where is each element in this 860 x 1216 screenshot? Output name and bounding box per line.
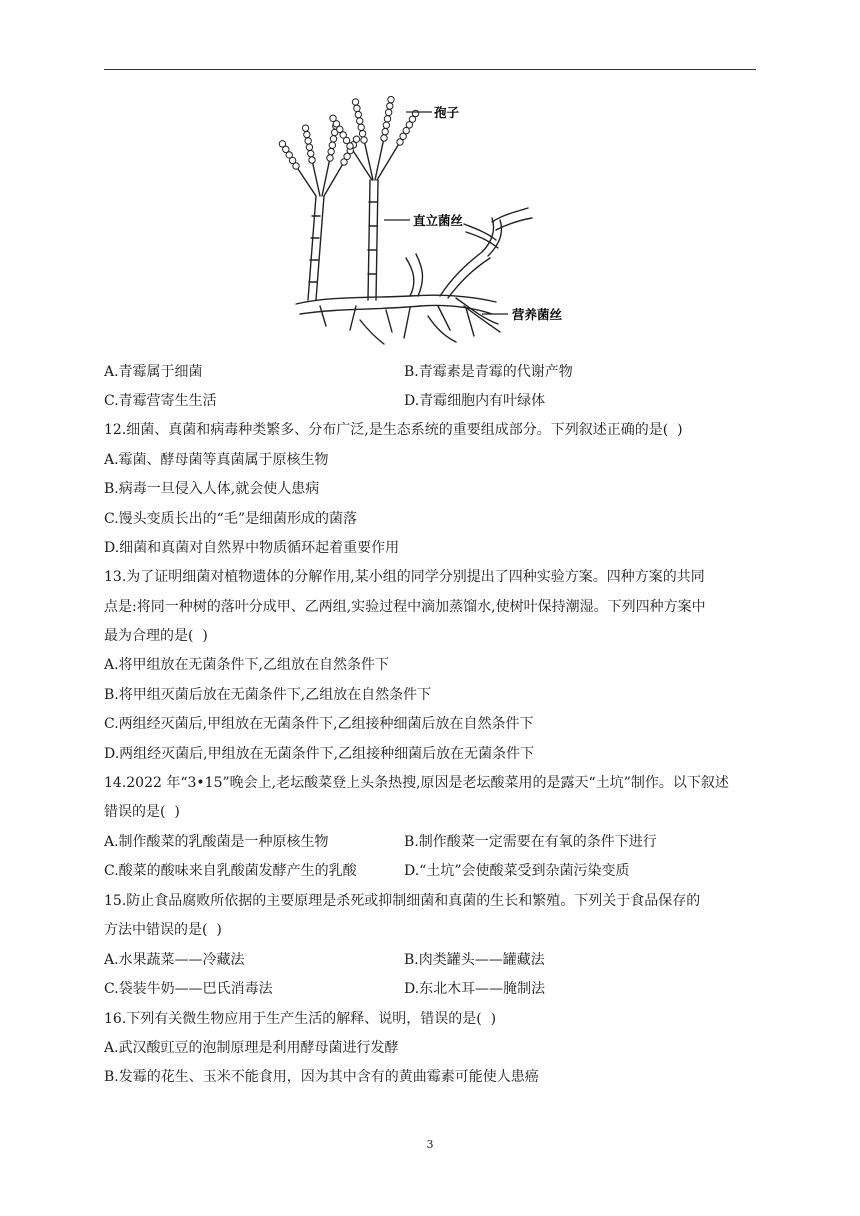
q15-option-d: D.东北木耳——腌制法 xyxy=(404,981,546,997)
q11-option-d: D.青霉细胞内有叶绿体 xyxy=(404,393,546,409)
q15-stem-line1: 15.防止食品腐败所依据的主要原理是杀死或抑制细菌和真菌的生长和繁殖。下列关于食品保存的 xyxy=(104,893,701,909)
spore-dot xyxy=(330,136,336,142)
spore-dot xyxy=(304,131,310,137)
q15-option-c: C.袋装牛奶——巴氏消毒法 xyxy=(104,981,273,997)
spore-dot xyxy=(306,144,312,150)
q15-option-b: B.肉类罐头——罐藏法 xyxy=(404,952,545,968)
page-number: 3 xyxy=(426,1138,434,1151)
spore-dot xyxy=(387,103,393,109)
q11-option-c: C.青霉营寄生生活 xyxy=(104,393,217,409)
spore-dot xyxy=(382,128,388,134)
spore-dot xyxy=(355,111,361,117)
spore-dot xyxy=(357,118,363,124)
spore-dot xyxy=(309,157,315,163)
spore-dot xyxy=(388,96,394,102)
header-rule xyxy=(104,69,756,70)
q12-option-c: C.馒头变质长出的“毛”是细菌形成的菌落 xyxy=(104,511,357,527)
q14-option-a: A.制作酸菜的乳酸菌是一种原核生物 xyxy=(104,834,329,850)
q15-stem-line2: 方法中错误的是( ) xyxy=(104,922,222,938)
spore-dot xyxy=(384,116,390,122)
q14-option-b: B.制作酸菜一定需要在有氧的条件下进行 xyxy=(404,834,657,850)
spore-dot xyxy=(330,115,336,121)
q15-option-a: A.水果蔬菜——冷藏法 xyxy=(104,952,245,968)
spore-dot xyxy=(383,122,389,128)
q12-option-d: D.细菌和真菌对自然界中物质循环起着重要作用 xyxy=(104,540,400,556)
spore-dot xyxy=(329,142,335,148)
spore-dot xyxy=(328,148,334,154)
spore-dot xyxy=(381,135,387,141)
spore-dot xyxy=(354,105,360,111)
q13-stem-line3: 最为合理的是( ) xyxy=(104,628,208,644)
spore-dot xyxy=(305,138,311,144)
spore-dot xyxy=(359,130,365,136)
spore-dot xyxy=(412,110,418,116)
penicillium-diagram xyxy=(260,92,600,354)
spore-dot xyxy=(352,99,358,105)
q12-option-a: A.霉菌、酵母菌等真菌属于原核生物 xyxy=(104,452,329,468)
spore-dot xyxy=(279,141,285,147)
label-nutrient-hypha: 营养菌丝 xyxy=(512,307,563,322)
spore-dot xyxy=(302,125,308,131)
label-upright-hypha: 直立菌丝 xyxy=(413,213,464,228)
q14-stem-line1: 14.2022 年“3•15”晚会上,老坛酸菜登上头条热搜,原因是老坛酸菜用的是露天“土坑”制作。以下叙述 xyxy=(104,775,729,791)
q12-stem: 12.细菌、真菌和病毒种类繁多、分布广泛,是生态系统的重要组成部分。下列叙述正确的是( ) xyxy=(104,422,683,438)
label-spore: 孢子 xyxy=(434,105,460,120)
q12-option-b: B.病毒一旦侵入人体,就会使人患病 xyxy=(104,481,320,497)
q14-stem-line2: 错误的是( ) xyxy=(104,804,180,820)
q14-option-d: D.“土坑”会使酸菜受到杂菌污染变质 xyxy=(404,863,630,879)
spore-dot xyxy=(358,124,364,130)
q13-option-a: A.将甲组放在无菌条件下,乙组放在自然条件下 xyxy=(104,657,390,673)
spore-dot xyxy=(385,109,391,115)
q13-option-c: C.两组经灭菌后,甲组放在无菌条件下,乙组接种细菌后放在自然条件下 xyxy=(104,716,534,732)
q11-option-a: A.青霉属于细菌 xyxy=(104,364,203,380)
q13-stem-line1: 13.为了证明细菌对植物遗体的分解作用,某小组的同学分别提出了四种实验方案。四种方案的共同 xyxy=(104,569,705,585)
q13-option-d: D.两组经灭菌后,甲组放在无菌条件下,乙组接种细菌后放在无菌条件下 xyxy=(104,746,535,762)
q13-option-b: B.将甲组灭菌后放在无菌条件下,乙组放在自然条件下 xyxy=(104,687,432,703)
spore-dot xyxy=(308,150,314,156)
spore-dot xyxy=(361,137,367,143)
q14-option-c: C.酸菜的酸味来自乳酸菌发酵产生的乳酸 xyxy=(104,863,357,879)
spore-dot xyxy=(327,155,333,161)
spore-dot xyxy=(353,136,359,142)
q11-option-b: B.青霉素是青霉的代谢产物 xyxy=(404,364,573,380)
q13-stem-line2: 点是:将同一种树的落叶分成甲、乙两组,实验过程中滴加蒸馏水,使树叶保持潮湿。下列四种方案中 xyxy=(104,599,706,615)
q16-stem: 16.下列有关微生物应用于生产生活的解释、说明，错误的是( ) xyxy=(104,1011,497,1027)
q16-option-a: A.武汉酸豇豆的泡制原理是利用酵母菌进行发酵 xyxy=(104,1040,399,1056)
q16-option-b: B.发霉的花生、玉米不能食用，因为其中含有的黄曲霉素可能使人患癌 xyxy=(104,1069,539,1085)
